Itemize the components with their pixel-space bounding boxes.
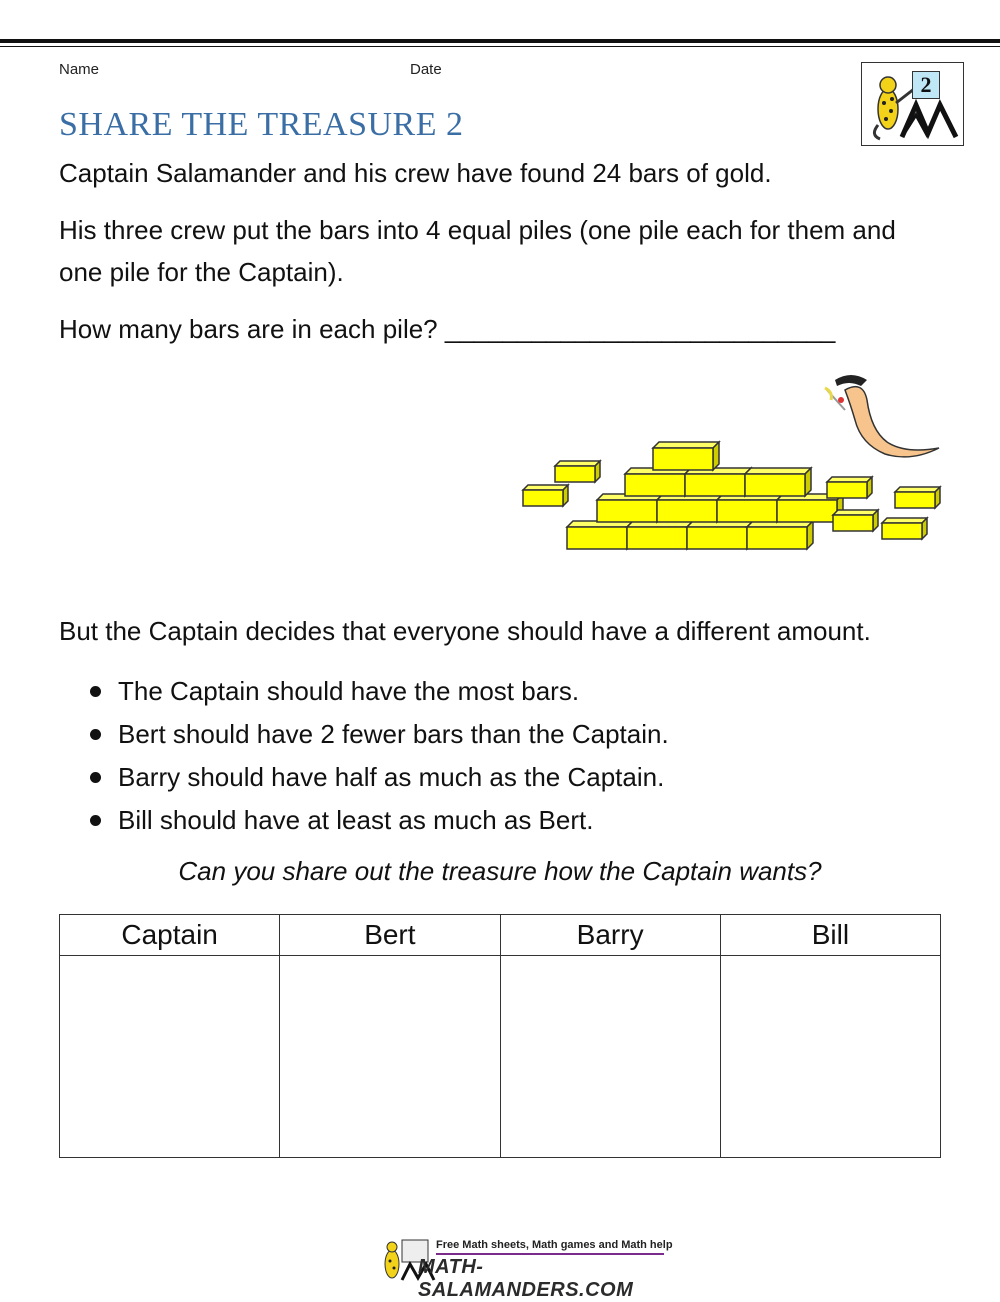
page-title: SHARE THE TREASURE 2 [59, 106, 464, 143]
gold-bar [625, 468, 691, 496]
list-item: Barry should have half as much as the Captain. [85, 756, 669, 799]
pile-question: How many bars are in each pile? ___________________________ [59, 314, 836, 344]
column-header-barry: Barry [500, 915, 720, 956]
answer-cell-bill[interactable] [720, 956, 940, 1158]
gold-bar [567, 521, 633, 549]
grade-number: 2 [912, 71, 940, 99]
top-rule-thin [0, 46, 1000, 47]
gold-bars-illustration [515, 370, 945, 560]
footer-tagline: Free Math sheets, Math games and Math help [436, 1239, 673, 1251]
gold-bar [895, 487, 940, 508]
gold-bar [627, 521, 693, 549]
gold-bar [687, 521, 753, 549]
grade-logo [861, 62, 964, 146]
answer-cell-barry[interactable] [500, 956, 720, 1158]
column-header-captain: Captain [60, 915, 280, 956]
footer-logo [378, 1236, 678, 1301]
date-label: Date [410, 61, 442, 78]
gold-bar [745, 468, 811, 496]
gold-bar [657, 494, 723, 522]
table-row [60, 956, 941, 1158]
gold-bar [685, 468, 751, 496]
list-item: Bert should have 2 fewer bars than the Captain. [85, 713, 669, 756]
gold-bar [523, 485, 568, 506]
column-header-bill: Bill [720, 915, 940, 956]
gold-bar [833, 510, 878, 531]
gold-bar [597, 494, 663, 522]
answer-cell-captain[interactable] [60, 956, 280, 1158]
column-header-bert: Bert [280, 915, 500, 956]
gold-bar [882, 518, 927, 539]
gold-bar [555, 461, 600, 482]
table-header-row [60, 915, 941, 956]
intro-paragraph: Captain Salamander and his crew have found 24 bars of gold. [59, 158, 772, 188]
gold-bar [827, 477, 872, 498]
gold-bar [717, 494, 783, 522]
footer-site-link[interactable]: MATH-SALAMANDERS.COM [418, 1256, 634, 1301]
pirate-salamander-icon [825, 375, 939, 457]
answer-table [59, 914, 941, 1158]
top-rule [0, 39, 1000, 43]
different-amount-paragraph: But the Captain decides that everyone should have a different amount. [59, 616, 871, 646]
piles-paragraph-line2: one pile for the Captain). [59, 257, 344, 287]
answer-cell-bert[interactable] [280, 956, 500, 1158]
list-item: The Captain should have the most bars. [85, 670, 669, 713]
gold-bar [747, 521, 813, 549]
gold-bar [653, 442, 719, 470]
footer-divider [436, 1253, 664, 1255]
rules-list [85, 670, 669, 842]
name-label: Name [59, 61, 100, 78]
piles-paragraph-line1: His three crew put the bars into 4 equal piles (one pile each for them and [59, 215, 896, 245]
list-item: Bill should have at least as much as Bert. [85, 799, 669, 842]
share-question: Can you share out the treasure how the Captain wants? [178, 856, 822, 886]
